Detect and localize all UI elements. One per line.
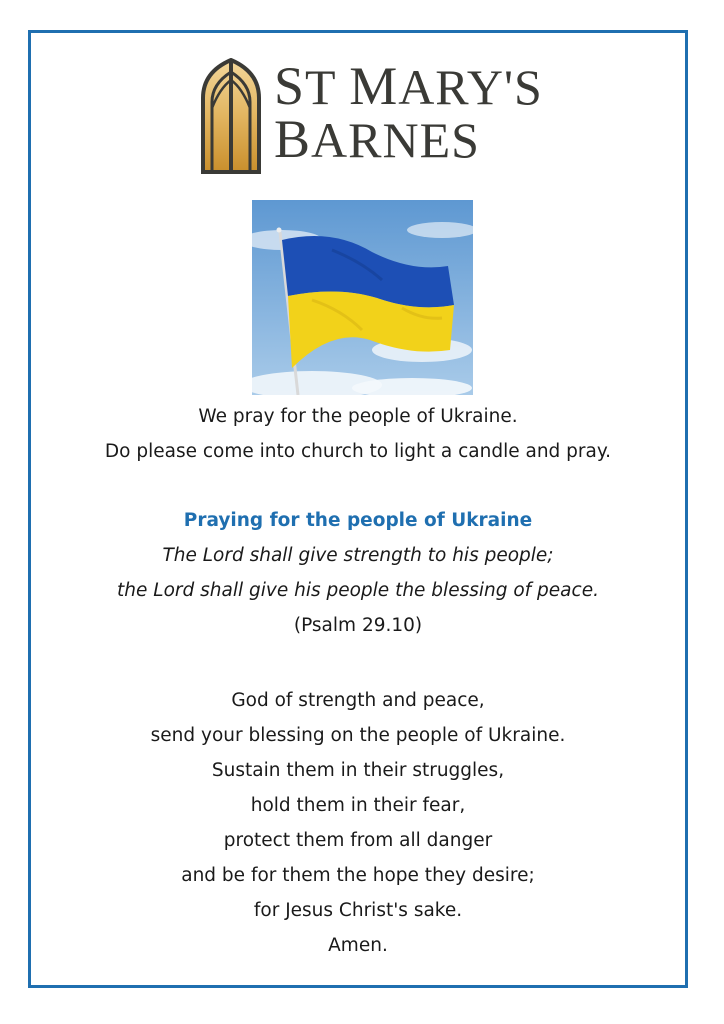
prayer-line: send your blessing on the people of Ukraine. (150, 725, 566, 746)
prayer-heading: Praying for the people of Ukraine (183, 510, 533, 531)
prayer-line: for Jesus Christ's sake. (253, 900, 463, 921)
prayer-line: and be for them the hope they desire; (181, 865, 535, 886)
intro-line: We pray for the people of Ukraine. (198, 406, 518, 427)
prayer-line: hold them in their fear, (250, 795, 466, 816)
church-name (274, 56, 543, 169)
psalm-line: the Lord shall give his people the blessing of peace. (117, 580, 599, 601)
prayer-line: Amen. (328, 935, 388, 956)
ukraine-flag-image (252, 200, 473, 395)
church-name-line-2: BARNES (274, 109, 480, 169)
prayer-text (28, 683, 688, 963)
psalm-section (28, 503, 688, 643)
prayer-line: protect them from all danger (223, 830, 493, 851)
prayer-line: Sustain them in their struggles, (211, 760, 505, 781)
church-window-icon (200, 58, 262, 174)
church-name-line-1: ST MARY'S (274, 56, 543, 116)
intro-text (28, 399, 688, 469)
church-logo (200, 56, 543, 174)
intro-line: Do please come into church to light a candle and pray. (104, 441, 612, 462)
prayer-line: God of strength and peace, (231, 690, 485, 711)
psalm-line: The Lord shall give strength to his people; (162, 545, 554, 566)
psalm-reference: (Psalm 29.10) (293, 615, 423, 636)
